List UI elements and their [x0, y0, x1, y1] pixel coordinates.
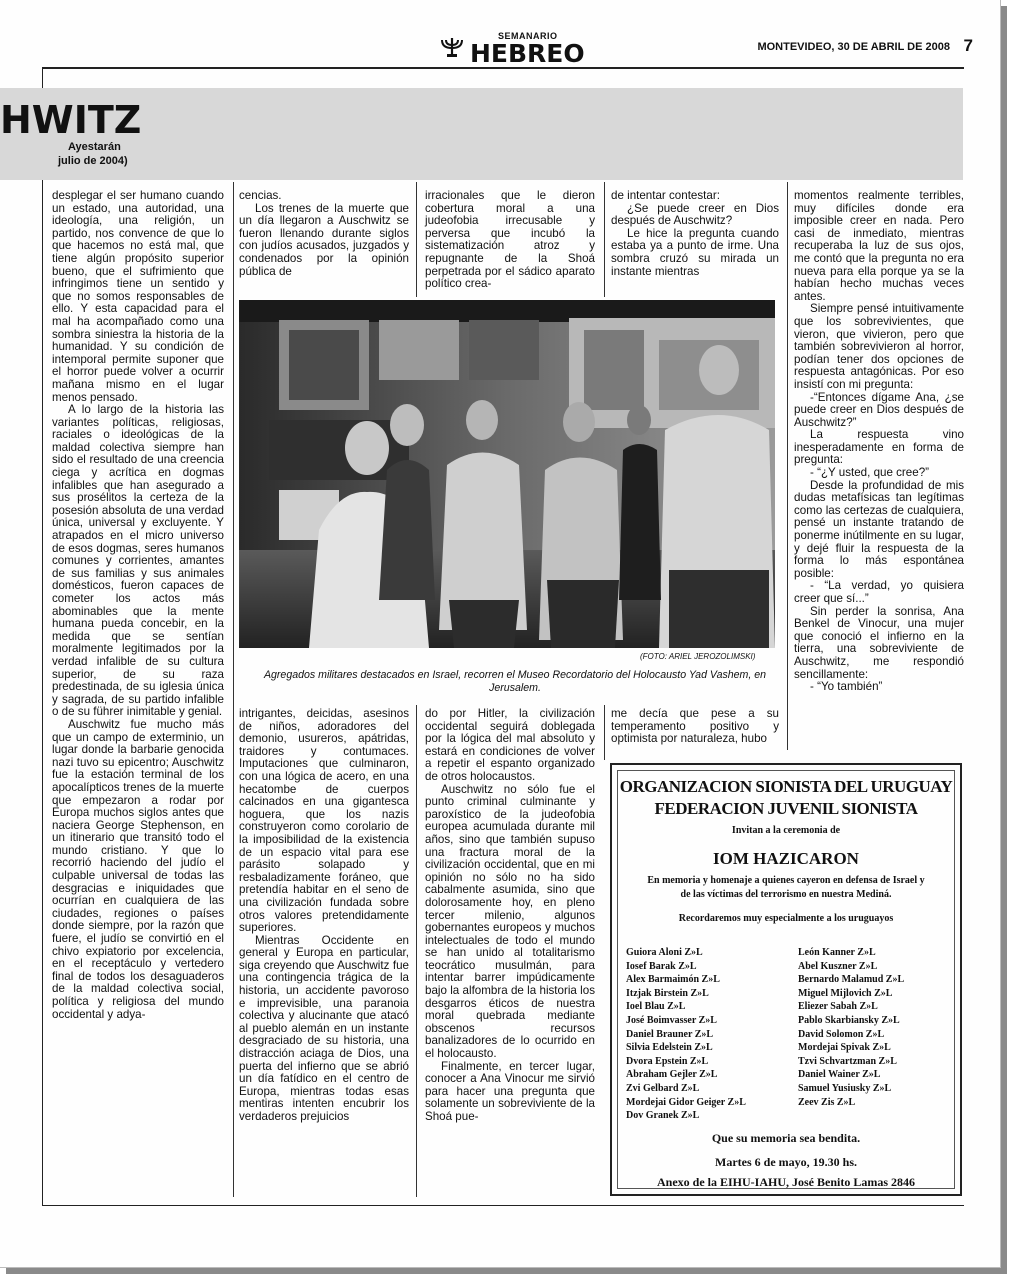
list-item: Dvora Epstein Z»L	[626, 1055, 709, 1067]
list-item: Bernardo Malamud Z»L	[798, 974, 905, 986]
invite-text: Invitan a la ceremonia de	[731, 825, 841, 836]
list-item: Eliezer Sabah Z»L	[798, 1001, 878, 1013]
article-column-3-top	[425, 190, 595, 291]
list-item: Zeev Zis Z»L	[798, 1096, 856, 1108]
organization-name: ORGANIZACION SIONISTA DEL URUGUAY	[619, 777, 953, 796]
event-date: Martes 6 de mayo, 19.30 hs.	[715, 1155, 857, 1169]
paragraph: me decía que pese a su temperamento positivo y optimista por naturaleza, hubo	[611, 707, 779, 746]
page-number: 7	[963, 36, 973, 55]
paragraph: Siempre pensé intuitivamente que los sobrevivientes, que vieron, que vivieron, pero que también sobrevivieron al horror, podían tener dos opciones de respuesta antagónicas. Por eso insistí con mi pregunta:	[794, 302, 964, 391]
column-rule	[416, 705, 417, 1197]
list-item: Samuel Yusiusky Z»L	[798, 1082, 892, 1094]
memory-line-2: de las víctimas del terrorismo en nuestra Mediná.	[680, 889, 892, 900]
paragraph: Finalmente, en tercer lugar, conocer a Ana Vinocur me sirvió para hacer una pregunta que solamente un sobreviviente de la Shoá pue-	[425, 1059, 595, 1123]
article-column-1	[52, 190, 224, 1021]
menorah-icon	[440, 34, 464, 58]
museum-photo	[239, 300, 775, 648]
paragraph: de intentar contestar:	[611, 189, 720, 202]
paragraph: - “Yo también”	[810, 680, 883, 694]
photo-caption: Agregados militares destacados en Israel, recorren el Museo Recordatorio del Holocausto Yad Vashem, en Jerusalem.	[263, 669, 767, 694]
announcement-inner-frame	[617, 770, 955, 1189]
memory-line-1: En memoria y homenaje a quienes cayeron en defensa de Israel y	[647, 875, 925, 886]
article-title: HWITZ	[0, 98, 142, 142]
paragraph: cencias.	[239, 189, 282, 202]
column-rule	[416, 182, 417, 297]
paragraph: irracionales que le dieron cobertura moral a una judeofobia irrecusable y perversa que incubó la sistematización atroz y repugnante de la Shoá perpetrada por el sádico aparato político crea-	[425, 189, 595, 291]
remember-text: Recordaremos muy especialmente a los uruguayos	[678, 913, 894, 924]
article-column-2-bottom	[239, 708, 409, 1124]
article-header-band	[0, 88, 963, 180]
paragraph: A lo largo de la historia las variantes políticas, religiosas, raciales o ideológicas de la maldad colectiva siempre han sido el resultado de una creencia ciega y acrítica en dogmas infalibles que han asegurado a sus prosélitos la certeza de la posesión absoluta de una verdad única, universal y excluyente. Y atrapados en el micro universo de esos dogmas, seres humanos comunes y corrientes, amantes de sus familias y sus animales domésticos, fueron capaces de cometer los actos más abominables que la mente humana pueda concebir, en la medida que se sentían moralmente legitimados por la verdad infalible de su cultura superior, de su raza predestinada, de su iglesia única y sagrada, de su partido infalible o de su führer inimitable y genial.	[52, 403, 224, 719]
list-item: Abraham Gejler Z»L	[626, 1069, 718, 1081]
list-item: Pablo Skarbiansky Z»L	[798, 1014, 900, 1026]
list-item: Ioel Blau Z»L	[626, 1001, 686, 1013]
list-item: Abel Kuszner Z»L	[798, 960, 878, 972]
paragraph: - “¿Y usted, que cree?”	[810, 466, 929, 480]
dateline: MONTEVIDEO, 30 DE ABRIL DE 2008	[757, 41, 950, 53]
paragraph: desplegar el ser humano cuando un estado, una autoridad, una ideología, una religión, un partido, nos convence de que lo que hacemos no está mal, que tiene algún propósito superior bueno, que el sufrimiento que infringimos tiene un sentido y que no somos responsables de ello. Y esta capacidad para el mal ha acompañado como una sombra siniestra la historia de la humanidad. Y su condición de intemporal permite suponer que el horror puede volver a ocurrir mañana mismo en el lugar menos pensado.	[52, 189, 224, 404]
list-item: Dov Granek Z»L	[626, 1110, 700, 1122]
logo-title: HEBREO	[470, 39, 585, 68]
column-rule	[604, 182, 605, 297]
list-item: Miguel Mijlovich Z»L	[798, 987, 893, 999]
byline-line-2: julio de 2004)	[58, 155, 128, 167]
column-rule	[787, 182, 788, 750]
top-rule	[42, 67, 964, 69]
paragraph: do por Hitler, la civilización occidental seguirá doblegada por la lógica del mal absoluto y estará en condiciones de volver a repetir el espanto organizado de otros holocaustos.	[425, 707, 595, 783]
list-item: Iosef Barak Z»L	[626, 960, 697, 972]
list-item: Tzvi Schvartzman Z»L	[798, 1055, 897, 1067]
photo-credit: (FOTO: ARIEL JEROZOLIMSKI)	[640, 652, 756, 661]
paragraph: La respuesta vino inesperadamente en forma de pregunta:	[794, 428, 964, 467]
article-column-4-bottom	[611, 708, 779, 746]
left-rule	[42, 67, 43, 1205]
logo-subtitle: SEMANARIO	[498, 31, 558, 41]
paragraph: Desde la profundidad de mis dudas metafísicas tan legítimas como las certezas de cualquiera, pensé un instante tratando de ponerme inútilmente en su lugar, y dejé fluir la respuesta de la forma lo más espontánea posible:	[794, 478, 964, 580]
list-item: José Boimvasser Z»L	[626, 1014, 717, 1026]
paragraph: ¿Se puede creer en Dios después de Auschwitz?	[611, 201, 779, 228]
newspaper-logo	[440, 30, 590, 68]
column-rule	[604, 705, 605, 760]
list-item: Daniel Brauner Z»L	[626, 1028, 714, 1040]
names-list-right	[798, 946, 904, 1109]
paragraph: Le hice la pregunta cuando estaba ya a punto de irme. Una sombra cruzó su mirada un instante mientras	[611, 226, 779, 278]
event-name: IOM HAZICARON	[713, 849, 859, 868]
blessing-text: Que su memoria sea bendita.	[711, 1131, 861, 1145]
article-column-5	[794, 190, 964, 694]
list-item: Daniel Wainer Z»L	[798, 1069, 881, 1081]
names-list-left	[626, 946, 746, 1123]
list-item: Zvi Gelbard Z»L	[626, 1082, 700, 1094]
list-item: Itzjak Birstein Z»L	[626, 987, 709, 999]
list-item: Silvia Edelstein Z»L	[626, 1042, 713, 1054]
byline-line-1: Ayestarán	[68, 141, 121, 153]
column-rule	[233, 182, 234, 1197]
list-item: Mordejai Spivak Z»L	[798, 1042, 891, 1054]
article-column-3-bottom	[425, 708, 595, 1124]
paragraph: Mientras Occidente en general y Europa en particular, siga creyendo que Auschwitz fue una contingencia trágica de la historia, un accidente pavoroso e imprevisible, una paranoia colectiva y alucinante que atacó al pueblo alemán en un instante desgraciado de su historia, una distracción aciaga de Dios, una puerta del infierno que se abrió un día fatídico en el centro de Europa, mientras todas esas mentiras intenten encubrir los verdaderos prejuicios	[239, 933, 409, 1123]
event-venue: Anexo de la EIHU-IAHU, José Benito Lamas 2846	[656, 1175, 915, 1189]
list-item: Guiora Aloni Z»L	[626, 947, 703, 958]
paragraph: Los trenes de la muerte que un día llegaron a Auschwitz se fueron llenando durante siglos con judíos acusados, juzgados y condenados por la opinión pública de	[239, 201, 409, 278]
federation-name: FEDERACION JUVENIL SIONISTA	[654, 799, 918, 818]
paragraph: intrigantes, deicidas, asesinos de niños, adoradores del demonio, usureros, apátridas, traidores y contumaces. Imputaciones que culminaron, con una lógica de acero, en una hecatombe de cuerpos calcinados en una gigantesca hoguera, que los nazis construyeron como corolario de la imposibilidad de la existencia de un espacio vital para ese parásito solapado y resbaladizamente foráneo, que pretendía habitar en el seno de una civilización fundada sobre otros valores pretendidamente superiores.	[239, 707, 409, 935]
paragraph: - “La verdad, yo quisiera creer que sí...”	[794, 579, 964, 605]
list-item: Alex Barmaimón Z»L	[626, 974, 720, 986]
paragraph: Sin perder la sonrisa, Ana Benkel de Vinocur, una mujer que conoció el infierno en la tierra, una sobreviviente de Auschwitz, me respondió sencillamente:	[794, 604, 964, 681]
article-column-4-top	[611, 190, 779, 278]
list-item: Mordejai Gidor Geiger Z»L	[626, 1096, 746, 1108]
paragraph: -“Entonces dígame Ana, ¿se puede creer en Dios después de Auschwitz?”	[794, 390, 964, 429]
paragraph: Auschwitz no sólo fue el punto criminal culminante y paroxístico de la judeofobia europea acumulada durante mil años, sino que también supuso una fractura moral de la civilización occidental, que en mi opinión no sólo no ha sido cabalmente asumida, sino que dolorosamente hoy, en pleno tercer milenio, algunos gobernantes europeos y muchos intelectuales de todo el mundo se han unido al totalitarismo teocrático musulmán, para intentar barrer impúdicamente bajo la alfombra de la historia los desgarros éticos de nuestra moral quebrada mediante obscenos recursos banalizadores de lo ocurrido en el holocausto.	[425, 782, 595, 1061]
bottom-rule	[42, 1205, 964, 1206]
list-item: David Solomon Z»L	[798, 1028, 885, 1040]
list-item: León Kanner Z»L	[798, 947, 876, 958]
article-column-2-top	[239, 190, 409, 278]
paragraph: momentos realmente terribles, muy difíciles donde era imposible creer en nada. Pero casi de inmediato, mientras recuperaba la luz de sus ojos, me contó que la pregunta no era nueva para ella porque ya se la habían hecho muchas veces antes.	[794, 189, 964, 303]
paragraph: Auschwitz fue mucho más que un campo de exterminio, un lugar donde la barbarie genocida nazi tuvo su epicentro; Auschwitz fue la estación terminal de los apocalípticos trenes de la muerte que empezaron a rodar por Europa muchos siglos antes que naciera George Stephenson, en un itinerario que transitó todo el mundo cristiano. Y que lo recorrió haciendo del judío el culpable universal de todas las desgracias e iniquidades que ocurrían en cualquiera de las ciudades, regiones o países donde siempre, por la razón que fuere, el judío se convirtió en el chivo expiatorio por excelencia, en el receptáculo y vertedero final de todos los desaguaderos de la maldad colectiva social, política y religiosa del mundo occidental y adya-	[52, 717, 224, 1021]
ceremony-announcement	[610, 763, 962, 1196]
